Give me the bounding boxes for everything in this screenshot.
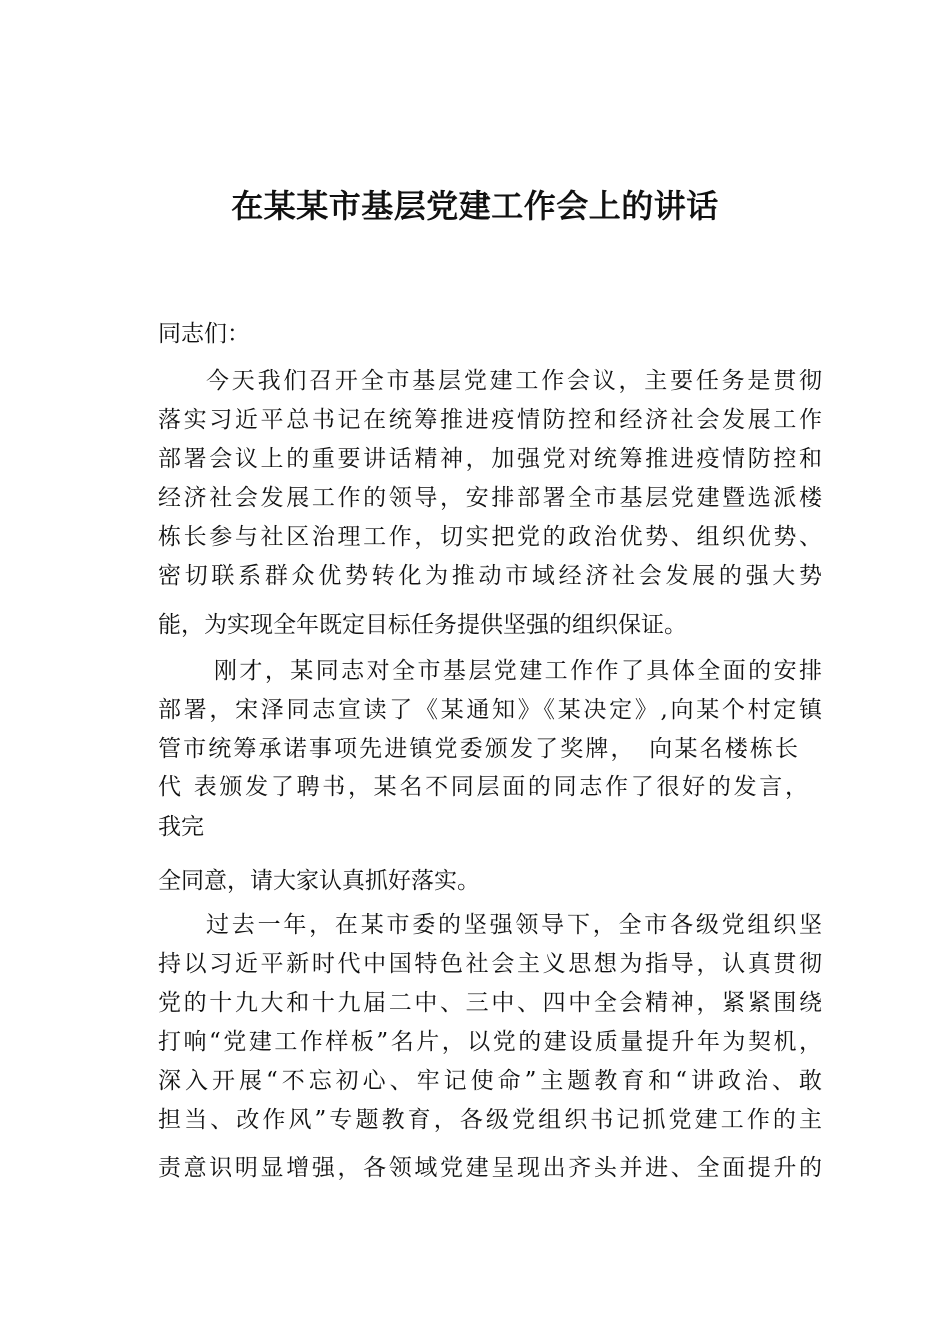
paragraph-2-line-5: 我完 bbox=[158, 814, 204, 840]
paragraph-3-line-2: 持以习近平新时代中国特色社会主义思想为指导，认真贯彻 bbox=[158, 951, 822, 977]
paragraph-1-line-1: 今天我们召开全市基层党建工作会议，主要任务是贯彻 bbox=[206, 368, 822, 394]
document-title: 在某某市基层党建工作会上的讲话 bbox=[231, 187, 719, 225]
paragraph-3-line-6: 担当、改作风”专题教育，各级党组织书记抓党建工作的主 bbox=[158, 1107, 822, 1133]
salutation-line: 同志们： bbox=[158, 321, 250, 347]
paragraph-2-line-3: 管市统筹承诺事项先进镇党委颁发了奖牌， 向某名楼栋长 bbox=[158, 736, 798, 762]
paragraph-1-line-7: 能，为实现全年既定目标任务提供坚强的组织保证。 bbox=[158, 612, 687, 638]
paragraph-1-line-5: 栋长参与社区治理工作，切实把党的政治优势、组织优势、 bbox=[158, 524, 822, 550]
paragraph-3-line-3: 党的十九大和十九届二中、三中、四中全会精神，紧紧围绕 bbox=[158, 990, 822, 1016]
paragraph-3-line-4: 打响“党建工作样板”名片，以党的建设质量提升年为契机， bbox=[158, 1029, 822, 1055]
paragraph-3-line-1: 过去一年，在某市委的坚强领导下，全市各级党组织坚 bbox=[206, 912, 822, 938]
paragraph-1-line-3: 部署会议上的重要讲话精神，加强党对统筹推进疫情防控和 bbox=[158, 446, 822, 472]
paragraph-1-line-2: 落实习近平总书记在统筹推进疫情防控和经济社会发展工作 bbox=[158, 407, 822, 433]
paragraph-1-line-6: 密切联系群众优势转化为推动市域经济社会发展的强大势 bbox=[158, 563, 822, 589]
paragraph-3-line-5: 深入开展“不忘初心、牢记使命”主题教育和“讲政治、敢 bbox=[158, 1068, 822, 1094]
paragraph-2-line-6: 全同意，请大家认真抓好落实。 bbox=[158, 868, 480, 894]
paragraph-2-line-2: 部署，宋泽同志宣读了《某通知》《某决定》,向某个村定镇 bbox=[158, 697, 822, 723]
paragraph-1-line-4: 经济社会发展工作的领导，安排部署全市基层党建暨选派楼 bbox=[158, 485, 822, 511]
paragraph-3-line-7: 责意识明显增强，各领域党建呈现出齐头并进、全面提升的 bbox=[158, 1155, 822, 1181]
paragraph-2-line-1: 刚才，某同志对全市基层党建工作作了具体全面的安排 bbox=[214, 658, 822, 684]
paragraph-2-line-4: 代 表颁发了聘书，某名不同层面的同志作了很好的发言， bbox=[158, 774, 808, 800]
